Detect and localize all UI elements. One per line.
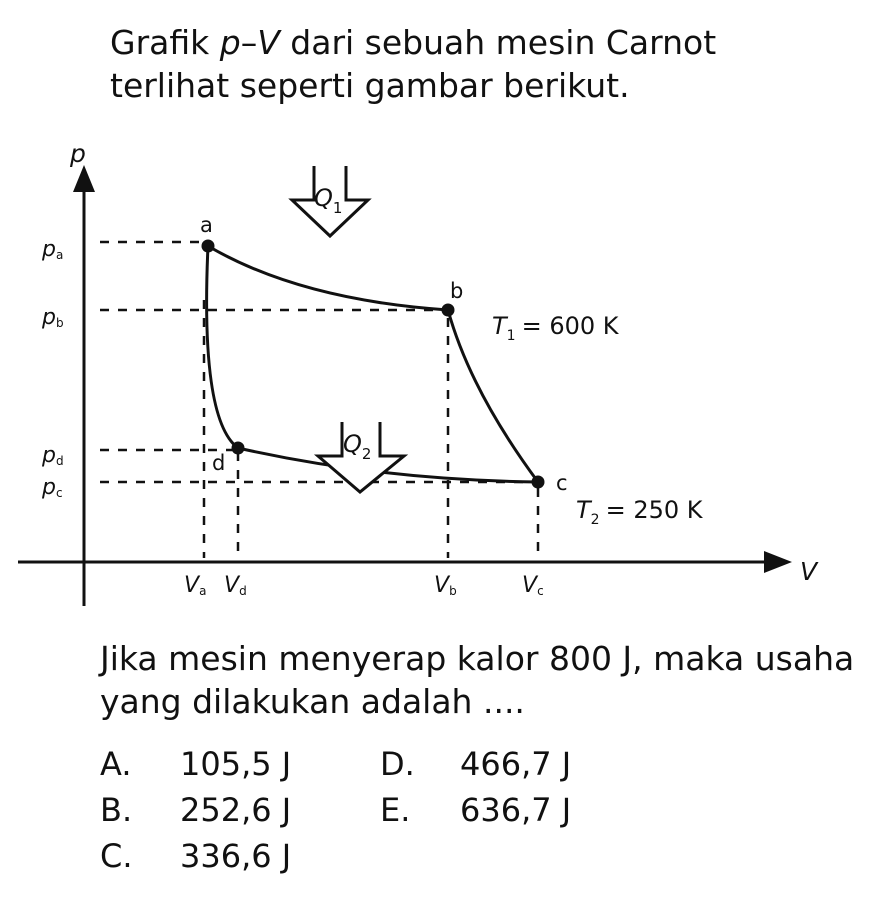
- q1-label: $Q_1$: [314, 184, 343, 217]
- option-c-value: 336,6 J: [180, 837, 292, 875]
- option-b[interactable]: [100, 791, 292, 829]
- axis-label-v: V: [800, 557, 818, 586]
- p-axis-arrow: [73, 165, 95, 192]
- option-e[interactable]: [380, 791, 572, 829]
- question-intro: Grafik p–V dari sebuah mesin Carnot terlihat seperti gambar berikut.: [110, 23, 717, 105]
- point-b: [442, 304, 455, 317]
- option-a-label: A.: [100, 745, 132, 783]
- point-a: [202, 240, 215, 253]
- temperature-t1: $T_1 = 600$ K: [492, 312, 619, 344]
- option-c[interactable]: [100, 837, 292, 875]
- v-label-d: Vd: [224, 573, 247, 598]
- v-label-b: Vb: [434, 573, 457, 598]
- point-label-d: d: [212, 451, 226, 475]
- option-d-value: 466,7 J: [460, 745, 572, 783]
- p-label-a: pa: [42, 237, 64, 262]
- option-e-label: E.: [380, 791, 411, 829]
- temperature-t2: $T_2 = 250$ K: [576, 496, 703, 528]
- option-d[interactable]: [380, 745, 572, 783]
- p-label-c: pc: [42, 475, 63, 500]
- isotherm-ab: [208, 246, 448, 310]
- v-axis-arrow: [764, 551, 792, 573]
- adiabat-da: [207, 246, 238, 448]
- axis-label-p: p: [70, 139, 86, 168]
- point-label-c: c: [556, 471, 568, 495]
- q2-label: $Q_2$: [343, 430, 372, 463]
- option-a-value: 105,5 J: [180, 745, 292, 783]
- point-label-b: b: [450, 279, 464, 303]
- point-d: [232, 442, 245, 455]
- p-label-b: pb: [42, 305, 64, 330]
- v-label-c: Vc: [522, 573, 544, 598]
- point-label-a: a: [200, 213, 213, 237]
- option-a[interactable]: [100, 745, 292, 783]
- option-c-label: C.: [100, 837, 133, 875]
- v-label-a: Va: [184, 573, 207, 598]
- p-label-d: pd: [42, 443, 64, 468]
- option-b-label: B.: [100, 791, 133, 829]
- question-prompt: Jika mesin menyerap kalor 800 J, maka usaha yang dilakukan adalah ....: [100, 639, 855, 721]
- point-c: [532, 476, 545, 489]
- option-e-value: 636,7 J: [460, 791, 572, 829]
- option-d-label: D.: [380, 745, 415, 783]
- option-b-value: 252,6 J: [180, 791, 292, 829]
